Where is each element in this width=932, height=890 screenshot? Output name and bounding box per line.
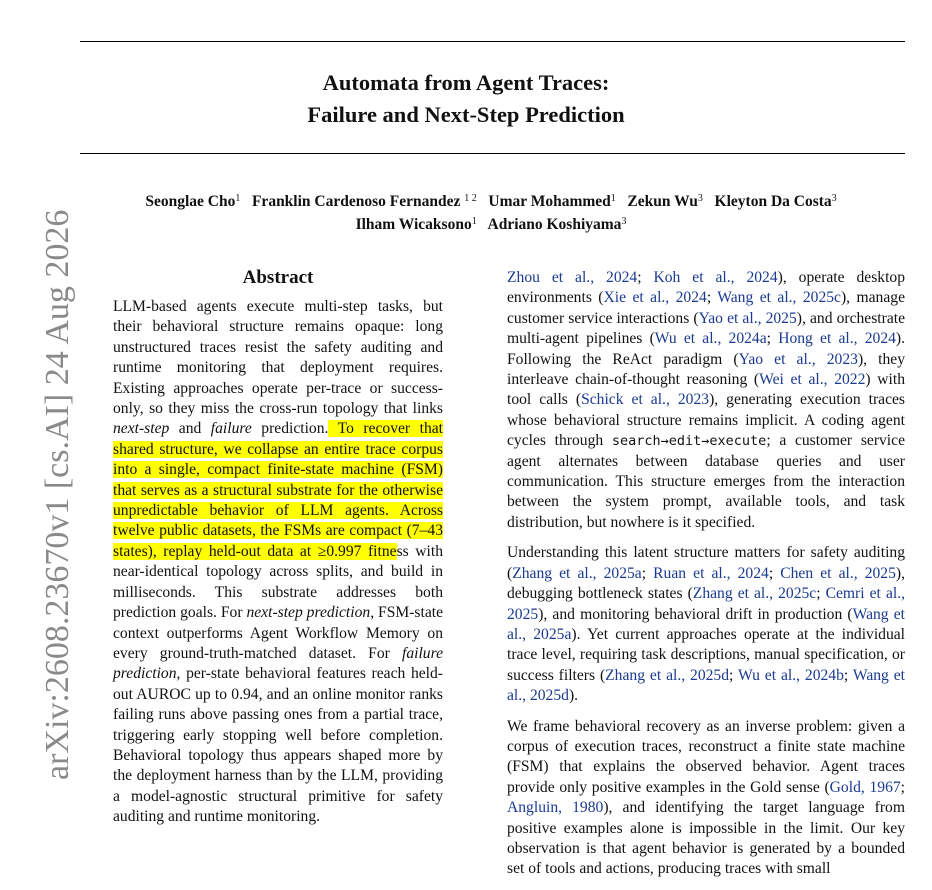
highlighted-text[interactable]: To recover that shared structure, we collapse an entire trace corpus into a single, compact finite-state machine (FSM) that serves as a structural substrate for the otherwise unpredictable behavior of LLM agents. Across twelve public datasets, the FSMs are compact (7–43 states), replay held-out data at ≥0.997 fitne xyxy=(113,420,443,560)
citation-link[interactable]: Koh et al., 2024 xyxy=(653,269,778,286)
arxiv-stamp: arXiv:2608.23670v1 [cs.AI] 24 Aug 2026 xyxy=(39,209,76,780)
citation-link[interactable]: Yao et al., 2023 xyxy=(738,350,858,368)
citation-link[interactable]: Yao et al., 2025 xyxy=(698,309,797,327)
intro-paragraph-1: Zhou et al., 2024; Koh et al., 2024), operate desktop environments (Xie et al., 2024; Wang et al., 2025c), manage customer service interactions (Yao et al., 2025), and orchestrate multi-agent pipelines (Wu et al., 2024a; Hong et al., 2024). Following the ReAct paradigm (Yao et al., 2023), they interleave chain-of-thought reasoning (Wei et al., 2022) with tool calls (Schick et al., 2023), generating execution traces whose behavioral structure remains implicit. A coding agent cycles through search→edit→execute; a customer service agent alternates between database queries and user communication. This structure emerges from the interaction between the system prompt, available tools, and task distribution, but nowhere is it specified. xyxy=(507,269,906,531)
citation-link[interactable]: Hong et al., 2024 xyxy=(778,330,896,348)
author: Ilham Wicaksono$^1$ xyxy=(355,216,477,233)
citation-link[interactable]: Cemri et al., 2025 xyxy=(507,585,905,623)
citation-link[interactable]: Wei et al., 2022 xyxy=(759,371,866,389)
title-top-rule xyxy=(80,41,905,42)
author: Franklin Cardenoso Fernandez $^{1 2}$ xyxy=(251,193,477,210)
author: Kleyton Da Costa$^3$ xyxy=(714,193,837,210)
citation-link[interactable]: Gold, 1967 xyxy=(829,778,901,796)
citation-link[interactable]: Xie et al., 2024 xyxy=(603,289,707,307)
intro-column xyxy=(507,268,905,890)
abstract-body: LLM-based agents execute multi-step tasks, but their behavioral structure remains opaque: long unstructured traces resist the safety auditing and runtime monitoring that deployment requires. Existing approaches operate per-trace or success-only, so they miss the cross-run topology that links next-step and failure prediction. To recover that shared structure, we collapse an entire trace corpus into a single, compact finite-state machine (FSM) that serves as a structural substrate for the otherwise unpredictable behavior of LLM agents. Across twelve public datasets, the FSMs are compact (7–43 states), replay held-out data at ≥0.997 fitness with near-identical topology across splits, and build in milliseconds. This substrate addresses both prediction goals. For next-step prediction, FSM-state context outperforms Agent Workflow Memory on every ground-truth-matched dataset. For failure prediction, per-state behavioral features reach held-out AUROC up to 0.94, and an online monitor ranks failing runs above passing ones from a partial trace, triggering early stopping well before completion. Behavioral topology thus appears shaped more by the deployment harness than by the LLM, providing a model-agnostic structural primitive for safety auditing and runtime monitoring. xyxy=(113,298,444,826)
citation-link[interactable]: Angluin, 1980 xyxy=(507,799,604,817)
title-line-1: Automata from Agent Traces: xyxy=(322,70,610,95)
author: Adriano Koshiyama$^3$ xyxy=(487,216,627,233)
citation-link[interactable]: Wang et al., 2025c xyxy=(717,289,841,307)
abstract-heading: Abstract xyxy=(242,267,314,288)
citation-link[interactable]: Wu et al., 2024b xyxy=(737,666,844,684)
citation-link[interactable]: Ruan et al., 2024 xyxy=(653,564,769,582)
citation-link[interactable]: Zhou et al., 2024 xyxy=(507,269,638,286)
citation-link[interactable]: Zhang et al., 2025a xyxy=(512,564,642,582)
intro-paragraph-3: We frame behavioral recovery as an inverse problem: given a corpus of execution traces, reconstruct a finite state machine (FSM) that explains the observed behavior. Agent traces provide only positive examples in the Gold sense (Gold, 1967; Angluin, 1980), and identifying the target language from positive examples alone is impossible in the limit. Our key observation is that agent behavior is generated by a bounded set of tools and actions, producing traces with small xyxy=(507,717,906,878)
code-snippet: search→edit→execute xyxy=(611,433,767,450)
citation-link[interactable]: Zhang et al., 2025d xyxy=(605,666,730,684)
author: Umar Mohammed$^1$ xyxy=(488,193,616,210)
title-line-2: Failure and Next-Step Prediction xyxy=(307,102,625,127)
citation-link[interactable]: Chen et al., 2025 xyxy=(780,564,896,582)
title-bottom-rule xyxy=(80,153,905,154)
citation-link[interactable]: Zhang et al., 2025c xyxy=(692,585,817,603)
citation-link[interactable]: Wu et al., 2024a xyxy=(654,330,767,348)
citation-link[interactable]: Wang et al., 2025d xyxy=(507,666,906,705)
paper-title xyxy=(0,67,932,131)
author: Zekun Wu$^3$ xyxy=(627,193,703,210)
author: Seonglae Cho$^1$ xyxy=(145,193,241,210)
citation-link[interactable]: Schick et al., 2023 xyxy=(581,391,710,409)
intro-paragraph-2: Understanding this latent structure matters for safety auditing (Zhang et al., 2025a; Ruan et al., 2024; Chen et al., 2025), debugging bottleneck states (Zhang et al., 2025c; Cemri et al., 2025), and monitoring behavioral drift in production (Wang et al., 2025a). Yet current approaches operate at the individual trace level, requiring task descriptions, manual specification, or success filters (Zhang et al., 2025d; Wu et al., 2024b; Wang et al., 2025d). xyxy=(507,544,906,705)
author-list xyxy=(0,189,932,235)
citation-link[interactable]: Wang et al., 2025a xyxy=(507,605,905,643)
